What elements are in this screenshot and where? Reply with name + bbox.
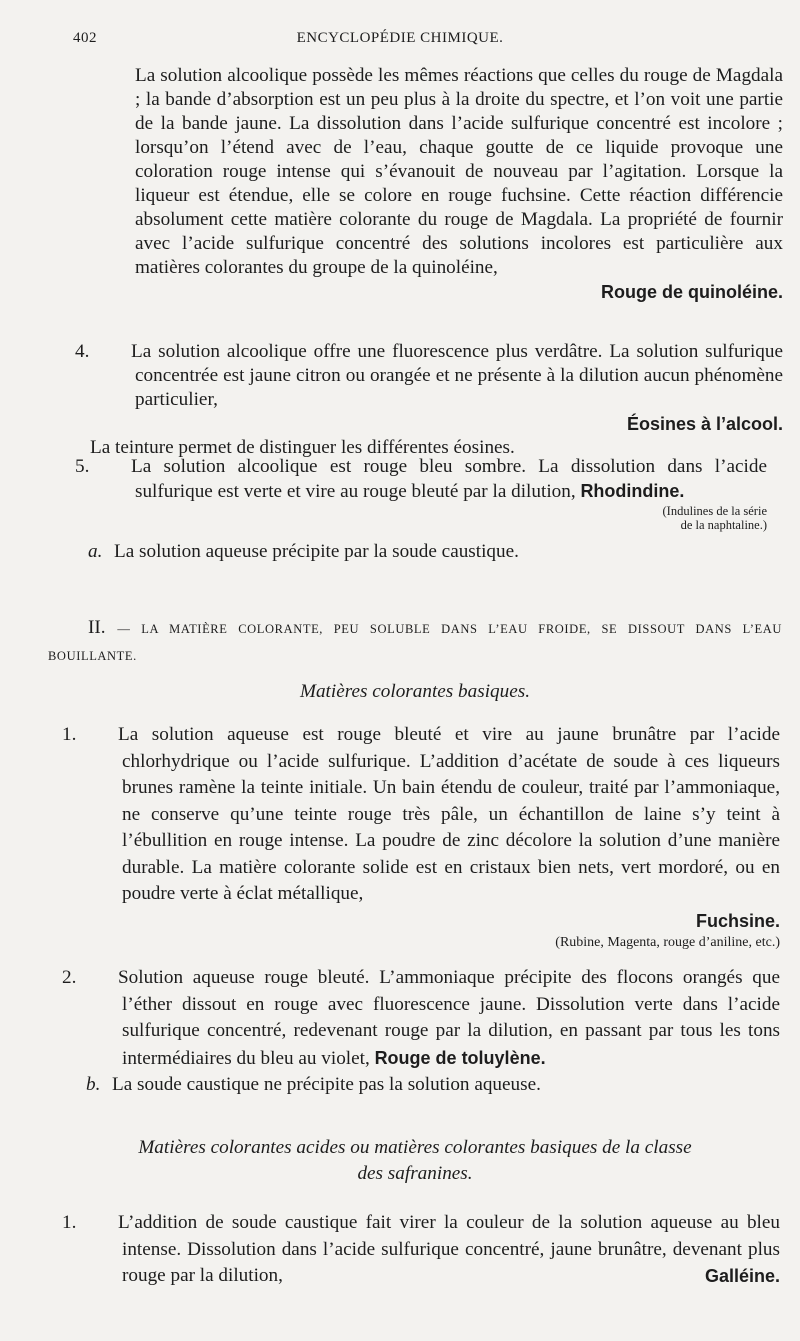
- item-1-fuchsine: [62, 722, 780, 952]
- heading-basiques: Matières colorantes basiques.: [299, 681, 531, 702]
- paragraph-quinoleine: [135, 64, 783, 304]
- item-5: [75, 455, 767, 532]
- item-number: 2.: [62, 967, 77, 988]
- section-number: II.: [88, 617, 106, 638]
- item-number: 1.: [62, 724, 77, 745]
- note-indulines: [75, 504, 767, 532]
- result-rouge-toluylene: Rouge de toluylène.: [374, 1047, 546, 1068]
- item-text: La solution aqueuse précipite par la soude caustique.: [114, 541, 519, 562]
- item-2: [62, 965, 780, 1072]
- section-text: — LA MATIÈRE COLORANTE, PEU SOLUBLE DANS L’EAU FROIDE, SE DISSOUT DANS L’EAU BOUILLANTE.: [48, 622, 783, 663]
- item-extra: La teinture permet de distinguer les différentes éosines.: [90, 437, 515, 458]
- item-a: [88, 540, 783, 564]
- item-number: 5.: [75, 456, 90, 477]
- item-text: La solution aqueuse est rouge bleuté et vire au jaune brunâtre par l’acide chlorhydrique ou l’acide sulfurique. L’addition d’acétate de soude à ces liqueurs brunes ramène la teinte initiale. Un bain étendu de couleur, traité par l’ammoniaque, ne conserve qu’une teinte rouge très pâle, un échantillon de laine s’y teint à l’ébullition en rouge intense. La poudre de zinc décolore la solution d’une manière durable. La matière colorante solide est en cristaux bien nets, vert mordoré, ou en poudre verte à éclat métallique,: [118, 724, 780, 904]
- item-b: [86, 1073, 780, 1097]
- item-letter: a.: [88, 541, 103, 562]
- note-line: (Indulines de la série: [662, 504, 767, 518]
- item-number: 1.: [62, 1212, 77, 1233]
- heading-line: des safranines.: [357, 1163, 473, 1184]
- item-letter: b.: [86, 1074, 101, 1095]
- item-text: La solution alcoolique offre une fluorescence plus verdâtre. La solution sulfurique concentrée est jaune citron ou orangée et ne présente à la dilution aucun phénomène particulier,: [131, 341, 783, 410]
- page-number: 402: [73, 30, 97, 46]
- paragraph-text: La solution alcoolique possède les mêmes réactions que celles du rouge de Magdala ; la bande d’absorption est un peu plus à la droite du spectre, et l’on voit une partie de la bande jaune. La dissolution dans l’acide sulfurique concentré est incolore ; lorsqu’on l’étend avec de l’eau, chaque goutte de ce liquide provoque une coloration rouge intense qui s’évanouit de nouveau par l’agitation. Lorsque la liqueur est étendue, elle se colore en rouge fuchsine. Cette réaction différencie absolument cette matière colorante du rouge de Magdala. La propriété de fournir avec l’acide sulfurique concentré des solutions incolores est particulière aux matières colorantes du groupe de la quinoléine,: [135, 65, 783, 278]
- note-rubine: (Rubine, Magenta, rouge d’aniline, etc.): [555, 935, 780, 950]
- page-header: [0, 30, 800, 54]
- result-galleine: Galléine.: [704, 1266, 780, 1286]
- heading-acides: [48, 1135, 782, 1187]
- item-1-galleine: [62, 1210, 780, 1290]
- result-eosines: Éosines à l’alcool.: [626, 414, 783, 434]
- item-text: La solution alcoolique est rouge bleu sombre. La dissolution dans l’acide sulfurique est verte et vire au rouge bleuté par la dilution,: [131, 456, 767, 502]
- result-rouge-quinoleine: Rouge de quinoléine.: [600, 282, 783, 302]
- result-fuchsine: Fuchsine.: [695, 910, 780, 931]
- result-rhodindine: Rhodindine.: [580, 481, 685, 501]
- item-text: La soude caustique ne précipite pas la solution aqueuse.: [112, 1074, 541, 1095]
- item-text: L’addition de soude caustique fait virer la couleur de la solution aqueuse au bleu intense. Dissolution dans l’acide sulfurique concentré, jaune brunâtre, devenant plus rouge par la dilution,: [118, 1212, 780, 1286]
- item-number: 4.: [75, 341, 90, 362]
- item-4: [75, 340, 783, 460]
- section-II: [48, 615, 782, 669]
- note-line: de la naphtaline.): [680, 518, 767, 532]
- running-title: ENCYCLOPÉDIE CHIMIQUE.: [296, 30, 504, 46]
- heading-line: Matières colorantes acides ou matières colorantes basiques de la classe: [138, 1137, 692, 1158]
- item-text: Solution aqueuse rouge bleuté. L’ammoniaque précipite des flocons orangés que l’éther dissout en rouge avec fluorescence jaune. Dissolution verte dans l’acide sulfurique concentré, redevenant rouge par la dilution, en passant par tous les tons intermédiaires du bleu au violet,: [118, 967, 780, 1069]
